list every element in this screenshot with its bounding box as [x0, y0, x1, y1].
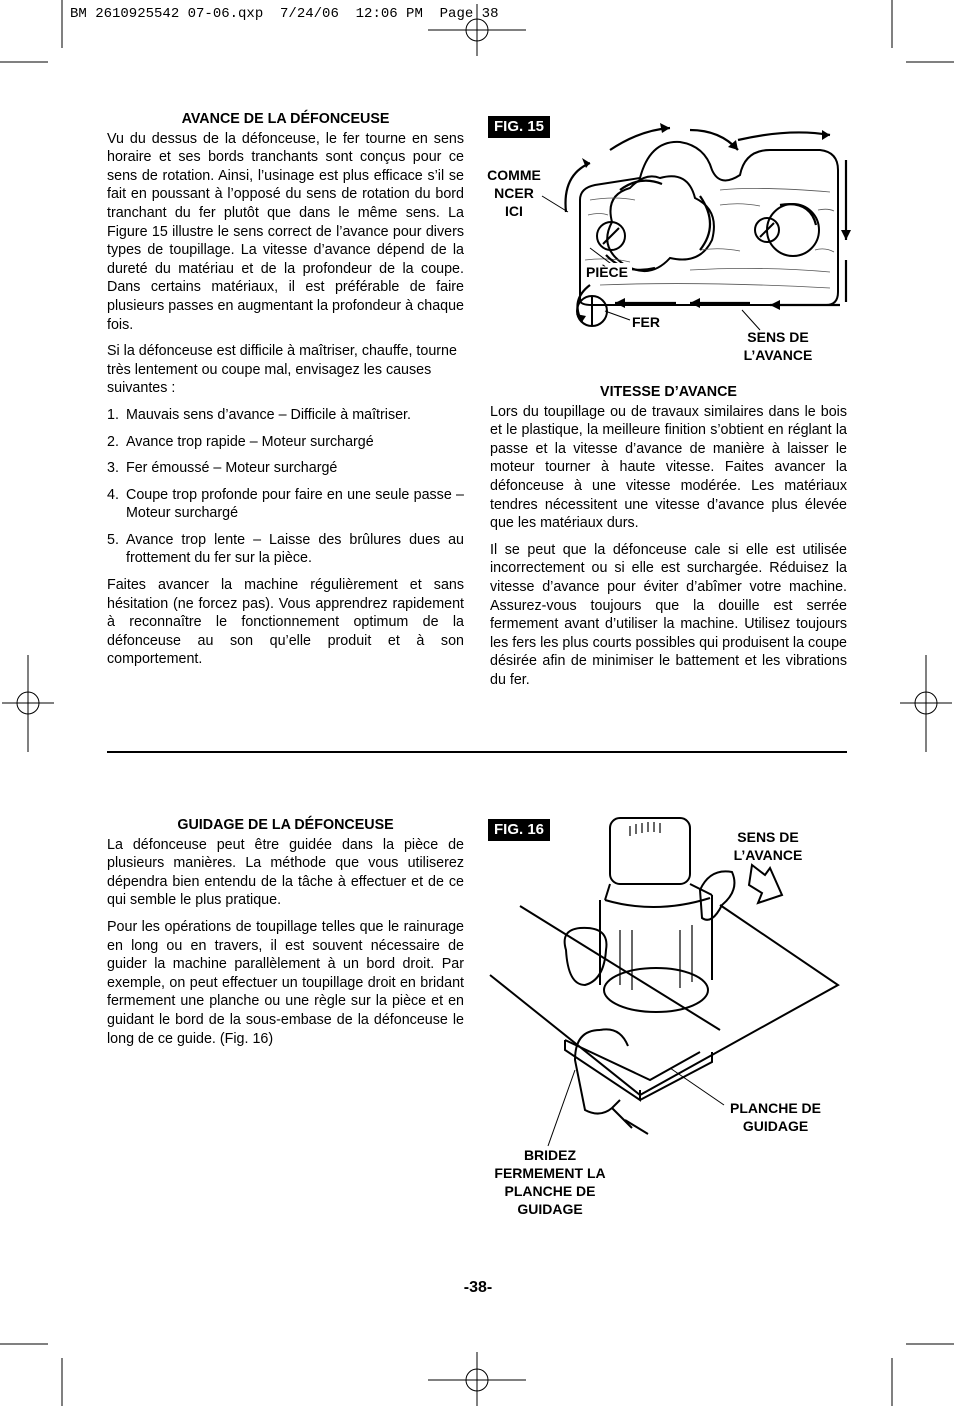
paragraph: Faites avancer la machine régulièrement et sans hésitation (ne forcez pas). Vous apprendrez rapidement à reconnaître le fonctionnement optimum de la défonceuse au son qu’elle produit et à son comportement.	[107, 577, 464, 668]
section-heading: AVANCE DE LA DÉFONCEUSE	[181, 111, 390, 127]
feed-direction-label: SENS DE L’AVANCE	[733, 829, 803, 863]
figure-tag: FIG. 15	[488, 116, 550, 138]
item-text: Avance trop rapide – Moteur surchargé	[126, 433, 374, 450]
paragraph: Il se peut que la défonceuse cale si elle est utilisée incorrectement ou si elle est surchargée. Réduisez la vitesse d’avance pour éviter d’abîmer votre machine. Assurez-vous toujours que la douille est serrée fermement avant d’utiliser la machine. Utilisez toujours les fers les plus courts possibles qui produisent la coupe désirée afin de minimiser le battement et les vibrations du fer.	[490, 541, 847, 688]
clamp-instruction-label: BRIDEZ FERMEMENT LA PLANCHE DE GUIDAGE	[494, 1147, 606, 1217]
item-number: 2.	[107, 433, 119, 450]
item-number: 3.	[107, 460, 119, 477]
section-heading: VITESSE D’AVANCE	[600, 384, 737, 400]
file-slug: BM 2610925542 07-06.qxp 7/24/06 12:06 PM Page 38	[70, 6, 499, 22]
feed-direction-label: SENS DE L’AVANCE	[743, 329, 813, 363]
figure-tag: FIG. 16	[488, 819, 550, 841]
item-number: 5.	[107, 531, 119, 548]
workpiece-label: PIÈCE	[582, 263, 632, 281]
paragraph: Si la défonceuse est difficile à maîtriser, chauffe, tourne très lentement ou coupe mal, envisagez les causes suivantes :	[107, 343, 457, 397]
item-text: Mauvais sens d’avance – Difficile à maîtriser.	[126, 406, 412, 423]
page-number: -38-	[463, 1279, 493, 1296]
item-text: Coupe trop profonde pour faire en une seule passe – Moteur surchargé	[126, 486, 464, 522]
item-number: 4.	[107, 486, 119, 503]
paragraph: La défonceuse peut être guidée dans la pièce de plusieurs manières. La méthode que vous utiliserez dépendra bien entendu de la tâche à effectuer et de ce qui semble le plus pratique.	[107, 836, 464, 909]
section-heading: GUIDAGE DE LA DÉFONCEUSE	[177, 817, 394, 833]
guide-board-label: PLANCHE DE GUIDAGE	[729, 1100, 821, 1134]
bit-label: FER	[632, 314, 660, 330]
paragraph: Vu du dessus de la défonceuse, le fer tourne en sens horaire et ses bords tranchants sont conçus pour ce sens de rotation. Ainsi, l’usinage est plus efficace s’il se fait en poussant à l’opposé du sens de rotation du bord tranchant du fer plutôt que dans le même sens. La Figure 15 illustre le sens correct de l’avance pour divers types de toupillage. La vitesse d’avance dépend de la dureté du matériau et de la profondeur de la coupe. Dans certains matériaux, il est préférable de faire plusieurs passes en augmentant la profondeur à chaque fois.	[107, 130, 464, 333]
paragraph: Pour les opérations de toupillage telles que le rainurage en long ou en travers, il est souvent nécessaire de guider la machine parallèlement à un bord droit. Par exemple, on peut effectuer un toupillage droit en bridant fermement une planche ou une règle sur la pièce et en guidant le bord de la sous-embase de la défonceuse le long de ce guide. (Fig. 16)	[107, 918, 464, 1047]
start-here-label: COMME NCER ICI	[487, 167, 541, 219]
item-text: Avance trop lente – Laisse des brûlures dues au frottement du fer sur la pièce.	[126, 531, 464, 567]
item-number: 1.	[107, 406, 119, 423]
item-text: Fer émoussé – Moteur surchargé	[126, 460, 338, 477]
paragraph: Lors du toupillage ou de travaux similaires dans le bois et le plastique, la meilleure finition s’obtient en réglant la passe et la vitesse d’avance de manière à laisser le moteur tourner à haute vitesse. Faites avancer la défonceuse à une vitesse modérée. Les matériaux tendres nécessitent une vitesse d’avance plus élevée que les matériaux durs.	[490, 403, 847, 532]
